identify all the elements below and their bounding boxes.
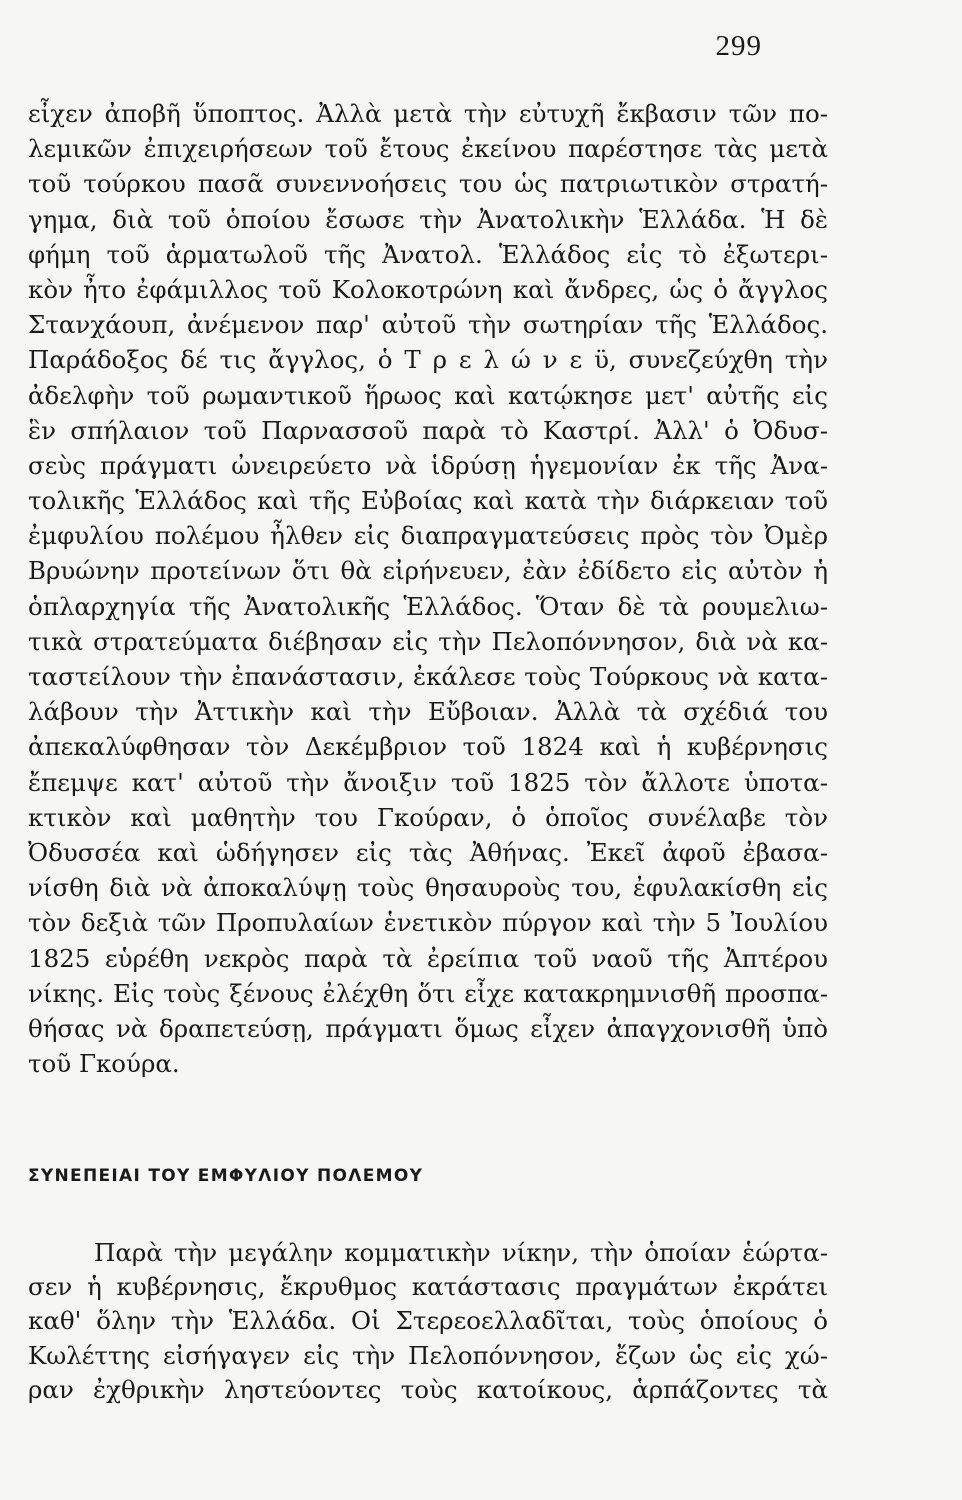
text-line: ἓν σπήλαιον τοῦ Παρνασσοῦ παρὰ τὸ Καστρί. Ἀλλ' ὁ Ὀδυσ-	[28, 415, 828, 445]
text-line: νίκης. Εἰς τοὺς ξένους ἐλέχθη ὅτι εἶχε κατακρημνισθῆ προσπα-	[28, 978, 828, 1008]
text-line: 1825 εὑρέθη νεκρὸς παρὰ τὰ ἐρείπια τοῦ ναοῦ τῆς Ἀπτέρου	[28, 943, 828, 973]
text-line: φήμη τοῦ ἁρματωλοῦ τῆς Ἀνατολ. Ἑλλάδος εἰς τὸ ἐξωτερι-	[28, 239, 828, 269]
text-line: σεν ἡ κυβέρνησις, ἔκρυθμος κατάστασις πραγμάτων ἐκράτει	[28, 1272, 828, 1302]
text-line: Κωλέττης εἰσήγαγεν εἰς τὴν Πελοπόννησον, ἔζων ὡς εἰς χώ-	[28, 1340, 828, 1370]
text-line: σεὺς πράγματι ὠνειρεύετο νὰ ἱδρύσῃ ἡγεμονίαν ἐκ τῆς Ἀνα-	[28, 450, 828, 480]
text-line: Βρυώνην προτείνων ὅτι θὰ εἰρήνευεν, ἐὰν ἐδίδετο εἰς αὐτὸν ἡ	[28, 556, 828, 586]
text-line: τοῦ τούρκου πασᾶ συνεννοήσεις του ὡς πατριωτικὸν στρατή-	[28, 169, 828, 199]
page-number: 299	[715, 30, 762, 62]
section-heading: ΣΥΝΕΠΕΙΑΙ ΤΟΥ ΕΜΦΥΛΙΟΥ ΠΟΛΕΜΟΥ	[28, 1166, 424, 1186]
text-line: λάβουν τὴν Ἀττικὴν καὶ τὴν Εὔβοιαν. Ἀλλὰ τὰ σχέδιά του	[28, 697, 828, 727]
text-line: λεμικῶν ἐπιχειρήσεων τοῦ ἔτους ἐκείνου παρέστησε τὰς μετὰ	[28, 134, 828, 164]
text-line: ταστείλουν τὴν ἐπανάστασιν, ἐκάλεσε τοὺς Τούρκους νὰ κατα-	[28, 662, 828, 691]
text-line: κτικὸν καὶ μαθητὴν του Γκούραν, ὁ ὁποῖος συνέλαβε τὸν	[28, 802, 828, 832]
text-line: Ὀδυσσέα καὶ ὡδήγησεν εἰς τὰς Ἀθήνας. Ἐκεῖ ἀφοῦ ἐβασα-	[28, 837, 828, 867]
text-line: γημα, διὰ τοῦ ὁποίου ἔσωσε τὴν Ἀνατολικὴν Ἑλλάδα. Ἡ δὲ	[28, 204, 828, 234]
text-line: ραν ἐχθρικὴν ληστεύοντες τοὺς κατοίκους, ἁρπάζοντες τὰ	[28, 1374, 828, 1404]
paragraph-continued	[28, 96, 828, 1081]
text-line: θήσας νὰ δραπετεύσῃ, πράγματι ὅμως εἶχεν ἀπαγχονισθῆ ὑπὸ	[28, 1013, 828, 1043]
paragraph-new-section	[28, 1236, 828, 1407]
text-line: καθ' ὅλην τὴν Ἑλλάδα. Οἱ Στερεοελλαδῖται, τοὺς ὁποίους ὁ	[28, 1306, 828, 1336]
text-line: ἀπεκαλύφθησαν τὸν Δεκέμβριον τοῦ 1824 καὶ ἡ κυβέρνησις	[28, 732, 828, 762]
text-line: κὸν ἦτο ἐφάμιλλος τοῦ Κολοκοτρώνη καὶ ἄνδρες, ὡς ὁ ἄγγλος	[28, 274, 828, 304]
text-line: τολικῆς Ἑλλάδος καὶ τῆς Εὐβοίας καὶ κατὰ τὴν διάρκειαν τοῦ	[28, 486, 828, 516]
text-line: τοῦ Γκούρα.	[28, 1049, 180, 1079]
text-line: νίσθη διὰ νὰ ἀποκαλύψῃ τοὺς θησαυροὺς του, ἐφυλακίσθη εἰς	[28, 873, 828, 903]
text-line: Παρὰ τὴν μεγάλην κομματικὴν νίκην, τὴν ὁποίαν ἑώρτα-	[94, 1238, 828, 1267]
text-line: Παράδοξος δέ τις ἄγγλος, ὁ Τ ρ ε λ ώ ν ε ϋ, συνεζεύχθη τὴν	[28, 345, 828, 375]
text-line: ἐμφυλίου πολέμου ἦλθεν εἰς διαπραγματεύσεις πρὸς τὸν Ὀμὲρ	[28, 521, 828, 551]
text-line: εἶχεν ἀποβῆ ὕποπτος. Ἀλλὰ μετὰ τὴν εὐτυχῆ ἔκβασιν τῶν πο-	[28, 99, 828, 128]
text-line: ὁπλαρχηγία τῆς Ἀνατολικῆς Ἑλλάδος. Ὅταν δὲ τὰ ρουμελιω-	[28, 591, 828, 621]
text-line: τικὰ στρατεύματα διέβησαν εἰς τὴν Πελοπόννησον, διὰ νὰ κα-	[28, 626, 828, 656]
text-line: ἀδελφὴν τοῦ ρωμαντικοῦ ἥρωος καὶ κατῴκησε μετ' αὐτῆς εἰς	[28, 380, 828, 410]
text-line: τὸν δεξιὰ τῶν Προπυλαίων ἑνετικὸν πύργον καὶ τὴν 5 Ἰουλίου	[28, 908, 828, 938]
text-line: Στανχάουπ, ἀνέμενον παρ' αὐτοῦ τὴν σωτηρίαν τῆς Ἑλλάδος.	[28, 310, 828, 340]
text-line: ἔπεμψε κατ' αὐτοῦ τὴν ἄνοιξιν τοῦ 1825 τὸν ἄλλοτε ὑποτα-	[28, 767, 828, 797]
